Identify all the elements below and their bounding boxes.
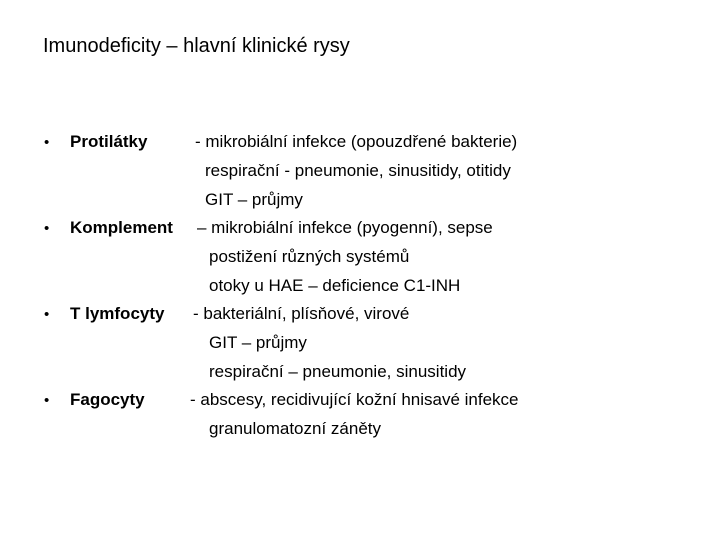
bullet-icon: • [44, 392, 50, 409]
page-title: Imunodeficity – hlavní klinické rysy [43, 35, 350, 57]
section-term-protilatky: Protilátky [70, 132, 148, 151]
section-line: – mikrobiální infekce (pyogenní), sepse [197, 218, 493, 237]
section-term-t-lymfocyty: T lymfocyty [70, 304, 165, 323]
section-line: GIT – průjmy [205, 190, 303, 209]
section-line: postižení různých systémů [209, 247, 410, 266]
section-line: - abscesy, recidivující kožní hnisavé infekce [190, 390, 519, 409]
section-line: GIT – průjmy [209, 333, 307, 352]
bullet-icon: • [44, 306, 50, 323]
section-line: granulomatozní záněty [209, 419, 381, 438]
bullet-icon: • [44, 220, 50, 237]
section-term-fagocyty: Fagocyty [70, 390, 145, 409]
section-line: respirační – pneumonie, sinusitidy [209, 362, 467, 381]
section-term-komplement: Komplement [70, 218, 173, 237]
section-line: - mikrobiální infekce (opouzdřené bakterie) [195, 132, 518, 151]
section-line: respirační - pneumonie, sinusitidy, otitidy [205, 161, 511, 180]
section-line: otoky u HAE – deficience C1-INH [209, 276, 461, 295]
bullet-icon: • [44, 134, 50, 151]
section-line: - bakteriální, plísňové, virové [193, 304, 410, 323]
